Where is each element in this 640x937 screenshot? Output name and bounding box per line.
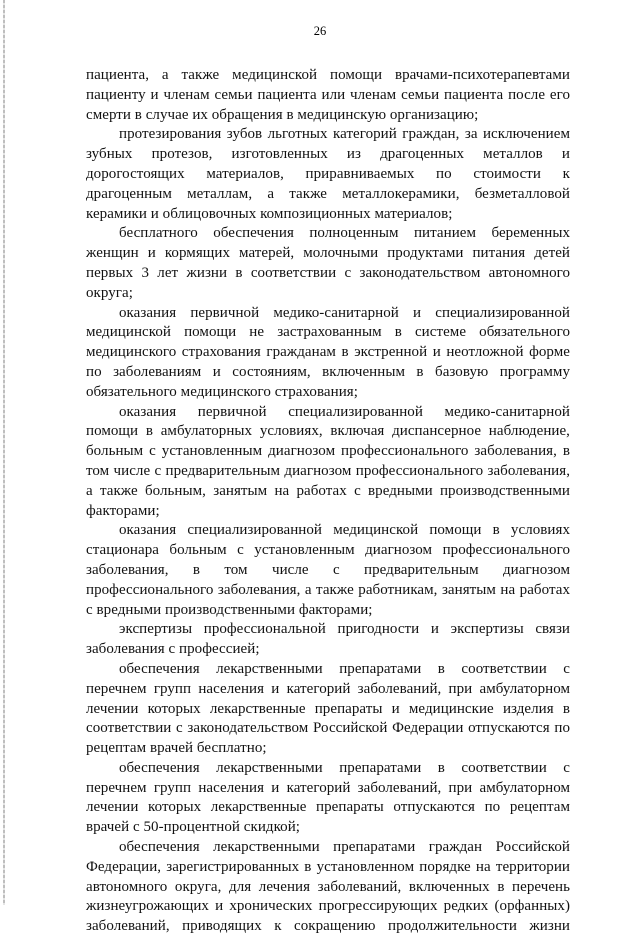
- paragraph-5: оказания первичной специализированной медико-санитарной помощи в амбулаторных условиях, включая диспансерное наблюдение, больным с установленным диагнозом профессионального заболевания, в том числе с предварительным диагнозом профессионального заболевания, а также больным, занятым на работах с вредными производственными факторами;: [86, 403, 570, 519]
- page-number: 26: [313, 24, 327, 38]
- paragraph-3: бесплатного обеспечения полноценным питанием беременных женщин и кормящих матерей, молочными продуктами питания детей первых 3 лет жизни в соответствии с законодательством автономного округа;: [86, 225, 570, 301]
- paragraph-10: обеспечения лекарственными препаратами граждан Российской Федерации, зарегистрированных в установленном порядке на территории автономного округа, для лечения заболеваний, включенных в перечень жизнеугрожающих и хронических прогрессирующих редких (орфанных) заболеваний, приводящих к сокращению продолжительности жизни: [86, 839, 570, 935]
- paragraph-1: пациента, а также медицинской помощи врачами-психотерапевтами пациенту и членам семьи пациента или членам семьи пациента после его смерти в случае их обращения в медицинскую организацию;: [86, 67, 570, 123]
- document-body: [86, 66, 570, 937]
- paragraph-9: обеспечения лекарственными препаратами в соответствии с перечнем групп населения и категорий заболеваний, при амбулаторном лечении которых лекарственные препараты отпускаются по рецептам врачей с 50-процентной скидкой;: [86, 759, 570, 836]
- paragraph-2: протезирования зубов льготных категорий граждан, за исключением зубных протезов, изготовленных из драгоценных металлов и дорогостоящих материалов, приравниваемых по стоимости к драгоценным металлам, а также металлокерамики, безметалловой керамики и облицовочных композиционных материалов;: [86, 126, 570, 222]
- paragraph-6: оказания специализированной медицинской помощи в условиях стационара больным с установленным диагнозом профессионального заболевания, в том числе с предварительным диагнозом профессионального заболевания, а также работникам, занятым на работах с вредными производственными факторами;: [86, 522, 570, 618]
- scan-edge: [3, 0, 5, 905]
- paragraph-7: экспертизы профессиональной пригодности и экспертизы связи заболевания с профессией;: [86, 621, 570, 658]
- paragraph-4: оказания первичной медико-санитарной и специализированной медицинской помощи не застрахованным в системе обязательного медицинского страхования гражданам в экстренной и неотложной форме по заболеваниям и состояниям, включенным в базовую программу обязательного медицинского страхования;: [86, 304, 570, 400]
- paragraph-8: обеспечения лекарственными препаратами в соответствии с перечнем групп населения и категорий заболеваний, при амбулаторном лечении которых лекарственные препараты и медицинские изделия в соответствии с законодательством Российской Федерации отпускаются по рецептам врачей бесплатно;: [86, 660, 570, 757]
